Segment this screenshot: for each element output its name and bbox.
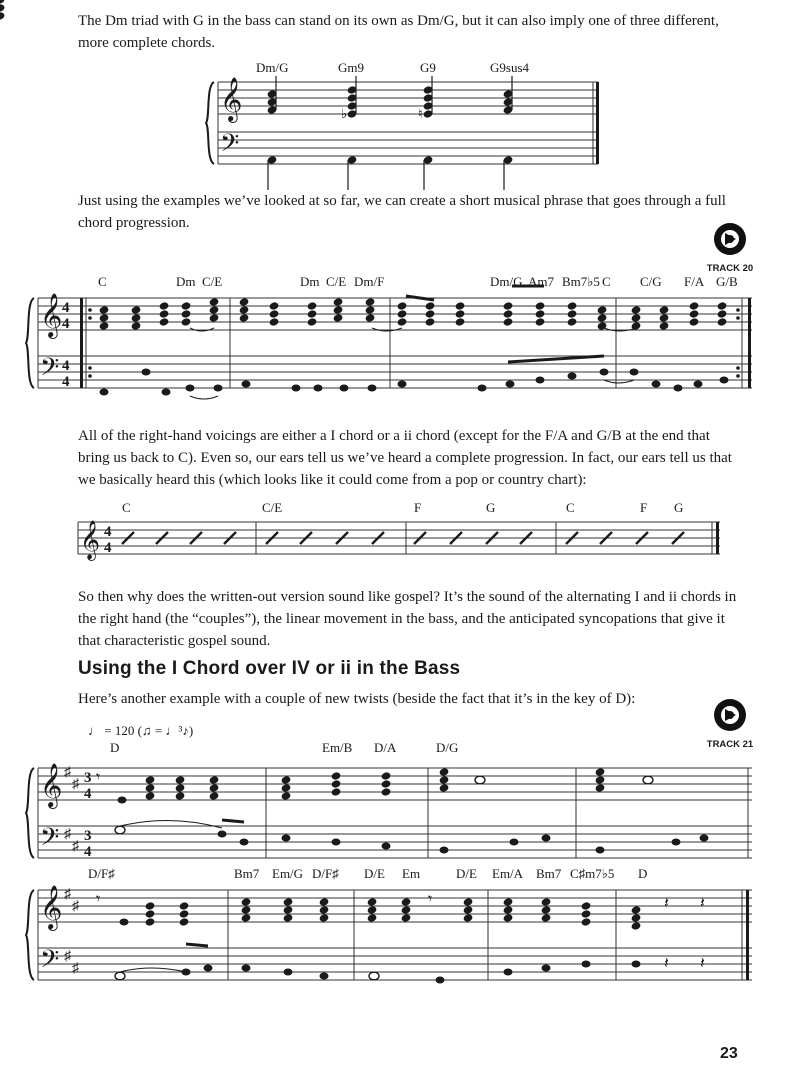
chord-symbol: D/G (436, 740, 459, 755)
svg-text:♯: ♯ (72, 839, 79, 854)
chord-symbol: C/E (262, 500, 283, 515)
chord-symbol: F (414, 500, 422, 515)
intro-paragraph: The Dm triad with G in the bass can stand on its own as Dm/G, but it can also imply one of three different, more complete chords. (78, 13, 719, 51)
svg-text:𝄞: 𝄞 (80, 520, 101, 560)
svg-text:♯: ♯ (72, 777, 79, 792)
chord-symbol: Dm/G (490, 274, 523, 289)
time-signature-top: 3 (84, 828, 92, 844)
page-number: 23 (720, 1045, 738, 1062)
chord-symbol: Bm7 (234, 866, 260, 881)
chord-symbol: Bm7 (536, 866, 562, 881)
gospel-paragraph: So then why does the written-out version sound like gospel? It’s the sound of the alternating I and ii chords in the right hand (the “couples”), the linear movement in the bass, and the anticipated syncopations that give it that characteristic gospel sound. (78, 589, 737, 649)
chord-symbol: Dm/G (256, 60, 289, 75)
chord-symbol: C (566, 500, 575, 515)
chord-symbol: C♯m7♭5 (570, 866, 615, 881)
track-label: TRACK 21 (706, 739, 754, 750)
svg-text:𝄾: 𝄾 (428, 891, 433, 908)
chord-symbol: Am7 (528, 274, 554, 289)
svg-text:𝄞: 𝄞 (40, 885, 63, 929)
chord-symbol: Dm (300, 274, 320, 289)
chord-symbol: C/G (640, 274, 662, 289)
chord-symbol: C (602, 274, 611, 289)
svg-text:♯: ♯ (64, 765, 71, 780)
svg-text:𝄢: 𝄢 (40, 353, 60, 388)
svg-text:𝄽: 𝄽 (664, 955, 669, 972)
progression-paragraph: Just using the examples we’ve looked at so far, we can create a short musical phrase that goes through a full chord progression. (78, 193, 726, 231)
time-signature-bottom: 4 (104, 540, 112, 556)
chord-symbol: F/A (684, 274, 705, 289)
svg-text:♯: ♯ (72, 899, 79, 914)
chord-symbol: Gm9 (338, 60, 364, 75)
svg-text:𝄾: 𝄾 (96, 769, 101, 786)
chord-symbol: G9sus4 (490, 60, 530, 75)
svg-text:𝄽: 𝄽 (700, 955, 705, 972)
time-signature-bottom: 4 (84, 844, 92, 860)
svg-text:𝄽: 𝄽 (664, 895, 669, 912)
svg-text:♯: ♯ (72, 961, 79, 976)
svg-text:♯: ♯ (64, 949, 71, 964)
time-signature-bottom: 4 (62, 316, 70, 332)
chord-symbol: C (98, 274, 107, 289)
chord-symbol: Em (402, 866, 421, 881)
chord-symbol: Em/G (272, 866, 304, 881)
svg-text:♯: ♯ (64, 827, 71, 842)
section-heading: Using the I Chord over IV or ii in the Bass (78, 658, 461, 679)
chord-symbol: Dm/F (354, 274, 385, 289)
chord-symbol: G (674, 500, 684, 515)
chord-symbol: G (486, 500, 496, 515)
chord-symbol: D (638, 866, 648, 881)
svg-text:𝄞: 𝄞 (220, 77, 243, 121)
time-signature-top: 4 (104, 524, 112, 540)
svg-text:♭: ♭ (341, 106, 348, 121)
svg-text:𝄞: 𝄞 (40, 293, 63, 337)
key-of-d-paragraph: Here’s another example with a couple of new twists (beside the fact that it’s in the key of D): (78, 691, 636, 707)
chord-symbol: Em/B (322, 740, 353, 755)
svg-text:𝄢: 𝄢 (40, 823, 60, 858)
chord-symbol: F (640, 500, 648, 515)
time-signature-top: 3 (84, 770, 92, 786)
chord-symbol: D/F♯ (88, 866, 115, 881)
chord-symbol: D/F♯ (312, 866, 339, 881)
chord-symbol: C (122, 500, 131, 515)
chord-symbol: D/E (364, 866, 385, 881)
track-label: TRACK 20 (706, 263, 754, 274)
chord-symbol: Bm7♭5 (562, 274, 600, 289)
time-signature-top: 4 (62, 358, 70, 374)
time-signature-top: 4 (62, 300, 70, 316)
chord-symbol: D (110, 740, 120, 755)
tempo-marking: ♩ = 120 (♫ = ♩³♪) (88, 723, 194, 738)
time-signature-bottom: 4 (62, 374, 70, 390)
time-signature-bottom: 4 (84, 786, 92, 802)
svg-text:𝄢: 𝄢 (220, 129, 240, 164)
chord-symbol: C/E (202, 274, 223, 289)
chord-symbol: D/E (456, 866, 477, 881)
svg-text:♯: ♯ (64, 887, 71, 902)
chord-symbol: G/B (716, 274, 738, 289)
chord-symbol: D/A (374, 740, 397, 755)
chord-symbol: Dm (176, 274, 196, 289)
chord-symbol: Em/A (492, 866, 524, 881)
svg-text:𝄾: 𝄾 (96, 891, 101, 908)
svg-text:𝄢: 𝄢 (40, 945, 60, 980)
svg-text:𝄞: 𝄞 (40, 763, 63, 807)
chord-symbol: C/E (326, 274, 347, 289)
svg-text:𝄽: 𝄽 (700, 895, 705, 912)
svg-text:♮: ♮ (418, 106, 423, 121)
analysis-paragraph: All of the right-hand voicings are either a I chord or a ii chord (except for the F/A and G/B at the end that bring us back to C). Even so, our ears tell us we’ve heard a complete progression. In fact, our ears tell us that we basically heard this (which looks like it could come from a pop or country chart): (78, 428, 732, 488)
chord-symbol: G9 (420, 60, 436, 75)
